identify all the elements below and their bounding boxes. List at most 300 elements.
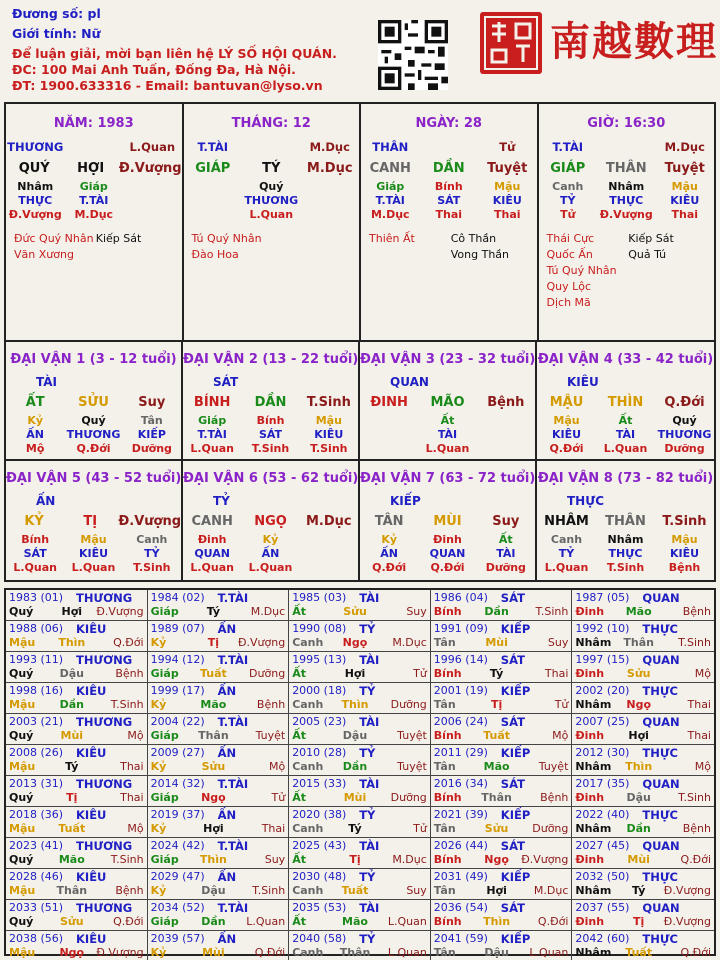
year-stem: Ất [292,667,306,680]
year-label: 2009 (27) [150,746,205,759]
year-branch: Mùi [343,791,367,804]
year-phase: Mộ [552,729,569,742]
pillar-stars [369,232,533,262]
year-label: 2019 (37) [150,808,205,821]
dai-van-stem-row [537,392,714,414]
year-cell [289,621,431,652]
year-stem: Giáp [150,915,179,928]
year-stem: Nhâm [575,760,612,773]
year-stem: Kỷ [150,636,167,649]
pillar-god-row [361,140,537,158]
dai-van-hidden-stem-row [360,533,535,547]
year-cell [148,590,290,621]
year-god: SÁT [500,777,525,791]
hidden-god-row [361,194,537,208]
year-branch: Ngọ [201,791,226,804]
year-branch: Dần [484,605,509,618]
dai-van-hidden-phase: T.Sinh [133,561,171,574]
year-label: 2001 (19) [433,684,488,697]
dai-van-title: ĐẠI VẬN 2 (13 - 22 tuổi) [183,352,359,367]
year-stem: Ất [292,853,306,866]
year-cell [572,807,714,838]
dai-van-stem: CANH [191,514,233,529]
dai-van-god: QUAN [390,375,429,389]
year-phase: Thai [544,667,569,680]
year-phase: Thai [687,698,711,711]
star-label: Thiên Ất [369,232,415,245]
year-stem-row [151,884,286,898]
dai-van-hidden-stem: Quý [672,414,697,427]
dai-van-8 [537,461,714,580]
dai-van-god: TỶ [213,494,230,508]
yearly-table [4,588,716,959]
star-label: Dịch Mã [546,296,591,309]
pillar-god [597,140,656,158]
year-phase: Dưỡng [249,667,286,680]
year-label: 1994 (12) [150,653,205,666]
dai-van-stem-row [360,511,535,533]
qr-code-icon[interactable] [378,20,448,90]
year-stem-row [434,760,569,774]
dai-van-hidden-god: THỰC [608,547,643,560]
year-cell [6,745,148,776]
year-branch: Mão [342,915,368,928]
year-stem-row [575,822,711,836]
hidden-stem: Giáp [79,180,108,193]
year-label: 1984 (02) [150,591,205,604]
year-god: TÀI [359,901,380,915]
year-branch: Dần [342,760,368,773]
year-phase: Suy [406,884,427,897]
logo-text: 南越數理 [550,18,718,65]
year-label: 2010 (28) [292,746,347,759]
year-label: 2039 (57) [150,932,205,945]
dai-van-hidden-stem: Canh [550,533,583,546]
year-label: 1989 (07) [150,622,205,635]
dai-van-hidden-stem: Ất [618,414,633,427]
pillar-3 [539,104,715,340]
dai-van-stem: ĐINH [370,395,408,410]
year-label: 2033 (51) [9,901,64,914]
year-god: KIẾP [500,870,531,884]
year-phase: T.Sinh [678,636,711,649]
pillar-stem-row [6,158,182,180]
year-cell [148,652,290,683]
pillar-title: GIỜ: 16:30 [587,116,666,131]
year-stem: Canh [292,822,324,835]
year-branch: Hợi [344,667,366,680]
year-label: 2041 (59) [433,932,488,945]
dai-van-hidden-stem: Đinh [197,533,227,546]
year-phase: Suy [547,636,569,649]
year-branch: Dần [626,822,651,835]
dai-van-hidden-stem: Giáp [198,414,227,427]
hidden-phase: Thai [671,208,699,221]
year-cell [6,838,148,869]
year-phase: Đ.Vượng [96,605,144,618]
dai-van-hidden-phase [477,442,535,456]
year-stem: Nhâm [575,884,612,897]
year-stem: Tân [433,884,456,897]
dai-van-hidden-god: KIÊU [78,547,109,560]
pillar-stem: QUÝ [18,161,50,176]
dai-van-hidden-phase-row [360,442,535,456]
year-god: KIẾP [500,746,531,760]
year-stem-row [151,946,286,960]
hidden-phase-row [539,208,715,222]
hidden-phase [184,208,243,222]
year-cell [148,683,290,714]
dai-van-stem: Đ.Vượng [118,514,181,529]
dai-van-stem: BÍNH [193,395,231,410]
pillar-stars [192,232,356,262]
star-label: Đức Quý Nhân [14,232,94,245]
year-stem: Quý [9,791,34,804]
pillar-god: Tử [499,140,516,154]
year-phase: L.Quan [387,915,427,928]
year-cell [6,683,148,714]
dai-van-2 [183,342,360,461]
hidden-god: KIÊU [492,194,522,207]
year-branch: Tuất [341,884,369,897]
pillar-stem: Tuyệt [664,161,705,176]
year-label: 2035 (53) [292,901,347,914]
year-branch: Thân [481,791,512,804]
dai-van-hidden-stem-row [537,533,714,547]
dai-van-hidden-stem [360,414,418,428]
year-phase: Q.Đới [113,636,144,649]
dai-van-hidden-stem-row [360,414,535,428]
year-cell [431,652,573,683]
year-god: QUAN [642,591,680,605]
year-branch: Thìn [625,760,653,773]
dai-van-hidden-stem [477,414,535,428]
hidden-god [301,194,360,208]
hidden-stem: Mậu [671,180,698,193]
year-cell [148,900,290,931]
red-seal-icon [478,10,544,76]
year-cell [148,714,290,745]
dai-van-hidden-god: THƯƠNG [657,428,712,441]
year-god: KIÊU [76,746,107,760]
year-label: 1996 (14) [433,653,488,666]
hidden-phase [123,208,182,222]
year-branch: Mão [200,698,227,711]
year-stem: Đinh [575,853,605,866]
year-cell [148,621,290,652]
hidden-stem [301,180,360,194]
year-phase: Tuyệt [397,729,427,742]
year-phase: Mộ [694,667,711,680]
year-branch: Tị [207,636,220,649]
dai-van-hidden-stem-row [183,533,358,547]
year-god: TỶ [359,622,376,636]
dai-van-hidden-stem: Nhâm [607,533,644,546]
year-branch: Thìn [58,636,86,649]
year-god: THƯƠNG [76,653,133,667]
year-stem-row [575,791,711,805]
year-stem-row [151,791,286,805]
year-god: THƯƠNG [76,591,133,605]
year-stem: Bính [433,667,462,680]
star-label [273,232,355,246]
dai-van-stem: SỬU [78,395,109,410]
year-label: 2027 (45) [575,839,630,852]
year-phase: L.Quan [246,915,286,928]
year-label: 2037 (55) [575,901,630,914]
year-phase: Mộ [268,760,286,773]
hidden-stem: Giáp [376,180,405,193]
hidden-god: SÁT [437,194,461,207]
year-stem-row [434,946,569,960]
year-stem-row [292,667,427,681]
dai-van-stem: T.Sinh [306,395,351,410]
star-label: Quốc Ấn [546,248,593,261]
pillar-stem: CANH [369,161,411,176]
year-phase: M.Dục [392,853,427,866]
year-stem: Tân [433,946,456,959]
dai-van-hidden-phase: Q.Đới [549,442,584,455]
year-stem: Giáp [150,853,179,866]
year-stem: Nhâm [575,822,612,835]
dai-van-stem: THÂN [605,514,646,529]
pillar-god-row [184,140,360,158]
year-stem: Tân [433,822,456,835]
dai-van-hidden-stem: Mậu [80,533,107,546]
year-label: 1997 (15) [575,653,630,666]
dai-van-stem: TỊ [83,514,98,529]
year-stem: Ất [292,605,306,618]
year-branch: Tuất [625,946,653,959]
year-stem-row [292,946,427,960]
dai-van-hidden-phase: Dưỡng [485,561,526,574]
hidden-stem [184,180,243,194]
year-phase: Dưỡng [532,822,569,835]
year-label: 2028 (46) [9,870,64,883]
year-phase: T.Sinh [678,791,711,804]
year-god: KIẾP [500,622,531,636]
year-stem: Bính [433,853,462,866]
dai-van-hidden-god-row [360,547,535,561]
dai-van-stem-row [360,392,535,414]
year-phase: Q.Đới [113,915,144,928]
dai-van-hidden-stem-row [6,533,181,547]
year-stem: Quý [9,605,34,618]
year-god: ẤN [217,622,237,636]
dai-van-god: THỰC [567,494,605,508]
year-phase: Suy [264,853,286,866]
year-branch: Ngọ [342,636,368,649]
dai-van-hidden-phase-row [6,442,181,456]
pillar-stars [14,232,178,262]
pillar-god: M.Dục [309,140,350,154]
year-cell [431,838,573,869]
hidden-phase: Thai [435,208,463,221]
pillar-stem-row [361,158,537,180]
year-cell [6,652,148,683]
star-label: Đào Hoa [191,248,239,261]
year-phase: Mộ [694,760,711,773]
year-label: 2040 (58) [292,932,347,945]
year-label: 2042 (60) [575,932,630,945]
year-branch: Thân [56,884,88,897]
pillar-god: M.Dục [664,140,705,154]
year-branch: Ngọ [484,853,509,866]
year-phase: L.Quan [529,946,569,959]
year-cell [289,714,431,745]
year-branch: Tý [348,822,362,835]
year-stem: Đinh [575,791,605,804]
dai-van-hidden-god: ẤN [261,547,280,560]
pillar-title: NGÀY: 28 [415,116,482,131]
year-stem-row [434,605,569,619]
year-stem-row [9,853,144,867]
year-god: ẤN [217,746,237,760]
year-stem: Giáp [150,605,179,618]
year-god: TÀI [359,715,380,729]
year-label: 2032 (50) [575,870,630,883]
dai-van-stem: T.Sinh [662,514,707,529]
year-stem-row [292,853,427,867]
dai-van-7 [360,461,537,580]
hidden-stem: Mậu [494,180,521,193]
dai-van-title: ĐẠI VẬN 8 (73 - 82 tuổi) [537,471,714,486]
year-branch: Dậu [342,729,368,742]
dai-van-stem: Suy [492,514,520,529]
year-stem: Kỷ [150,760,167,773]
dai-van-grid [4,342,716,582]
year-branch: Dậu [484,946,509,959]
dai-van-hidden-phase: L.Quan [425,442,470,455]
year-phase: Dưỡng [390,698,427,711]
year-label: 2008 (26) [9,746,64,759]
dai-van-hidden-stem: Đinh [433,533,462,546]
dai-van-hidden-phase: L.Quan [603,442,648,455]
year-god: KIÊU [76,808,107,822]
year-label: 2024 (42) [150,839,205,852]
year-god: THỰC [642,808,678,822]
year-stem: Ất [292,729,306,742]
dai-van-god: KIẾP [390,494,421,508]
year-stem: Kỷ [150,698,167,711]
dai-van-hidden-phase: L.Quan [190,561,234,574]
dai-van-hidden-phase: T.Sinh [606,561,645,574]
pillar-title: THÁNG: 12 [231,116,311,131]
dai-van-stem-row [537,511,714,533]
gender-line: Giới tính: Nữ [12,26,101,41]
year-label: 2013 (31) [9,777,64,790]
pillar-0 [6,104,184,340]
year-stem: Kỷ [150,822,167,835]
dai-van-hidden-phase: Q.Đới [372,561,407,574]
year-stem-row [434,915,569,929]
dai-van-stem: Q.Đới [664,395,705,410]
dai-van-hidden-stem: Mậu [671,533,698,546]
year-branch: Sửu [343,605,367,618]
year-cell [572,714,714,745]
dai-van-stem: ẤT [25,395,45,410]
year-stem-row [151,915,286,929]
dai-van-hidden-stem: Canh [136,533,168,546]
year-god: TỶ [359,870,376,884]
year-god: T.TÀI [217,901,249,915]
year-stem-row [292,915,427,929]
dai-van-hidden-god: TÀI [496,547,516,560]
pillar-god: THÂN [372,140,409,154]
year-god: QUAN [642,715,680,729]
year-stem-row [292,884,427,898]
hidden-stem-row [539,180,715,194]
dai-van-hidden-phase: Q.Đới [76,442,111,455]
pillar-stem: GIÁP [550,161,586,176]
year-label: 2016 (34) [433,777,488,790]
year-label: 2005 (23) [292,715,347,728]
year-label: 2003 (21) [9,715,64,728]
dai-van-hidden-stem: Kỷ [262,533,279,546]
year-stem: Giáp [150,667,179,680]
year-stem-row [151,822,286,836]
dai-van-hidden-god-row [6,428,181,442]
year-god: KIẾP [500,932,531,946]
year-label: 2000 (18) [292,684,347,697]
star-label: Tú Quý Nhân [191,232,262,245]
pillar-god-row [539,140,715,158]
year-cell [572,683,714,714]
year-label: 2031 (49) [433,870,488,883]
year-label: 2017 (35) [575,777,630,790]
year-stem-row [575,915,711,929]
year-god: T.TÀI [217,715,249,729]
year-branch: Tị [633,915,645,928]
year-label: 1999 (17) [150,684,205,697]
hidden-god: TỶ [560,194,576,207]
year-god: T.TÀI [217,591,249,605]
dai-van-hidden-stem-row [183,414,358,428]
dai-van-hidden-phase [360,442,418,456]
year-cell [431,714,573,745]
year-stem: Mậu [9,884,36,897]
year-god: QUAN [642,839,680,853]
dai-van-hidden-phase-row [183,561,358,575]
year-label: 2023 (41) [9,839,64,852]
year-stem-row [292,636,427,650]
year-god: TỶ [359,684,376,698]
year-stem-row [9,605,144,619]
year-label: 2002 (20) [575,684,630,697]
year-phase: Thai [120,791,144,804]
dai-van-hidden-god: KIẾP [137,428,166,441]
dai-van-hidden-stem: Kỷ [381,533,398,546]
pillar-1 [184,104,362,340]
year-branch: Thìn [483,915,511,928]
year-label: 1983 (01) [9,591,64,604]
dai-van-hidden-god-row [6,547,181,561]
hidden-phase [301,208,360,222]
year-label: 1993 (11) [9,653,64,666]
year-god: TÀI [359,777,380,791]
year-label: 1995 (13) [292,653,347,666]
four-pillars [4,102,716,342]
year-god: THỰC [642,870,678,884]
dai-van-hidden-god: KIÊU [551,428,582,441]
dai-van-hidden-stem: Bính [256,414,285,427]
year-stem: Mậu [9,760,36,773]
dai-van-title: ĐẠI VẬN 3 (23 - 32 tuổi) [360,352,536,367]
year-stem-row [292,791,427,805]
year-stem: Nhâm [575,698,612,711]
hidden-stem-row [6,180,182,194]
year-stem: Canh [292,636,324,649]
